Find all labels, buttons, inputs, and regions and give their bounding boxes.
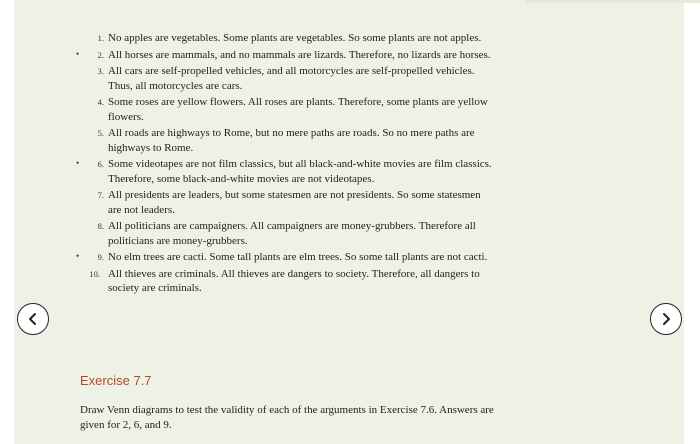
- argument-item: [82, 188, 492, 217]
- argument-item: [82, 95, 492, 124]
- item-number: 2.: [97, 49, 104, 60]
- item-text: All cars are self-propelled vehicles, and all motorcycles are self-propelled vehicles. Thus, all motorcycles are cars.: [108, 65, 475, 92]
- exercise-title: Exercise 7.7: [80, 373, 152, 388]
- item-number: 5.: [97, 128, 104, 138]
- item-number: 6.: [97, 159, 104, 169]
- item-number: 10.: [89, 268, 100, 279]
- chevron-right-icon: [659, 312, 673, 326]
- chevron-left-icon: [26, 312, 40, 326]
- argument-item: [82, 31, 492, 46]
- item-number: 1.: [97, 33, 104, 43]
- item-text: No elm trees are cacti. Some tall plants are elm trees. So some tall plants are not cacti.: [108, 251, 488, 263]
- item-number: 4.: [97, 97, 104, 107]
- item-number: 8.: [97, 221, 104, 231]
- previous-page-button[interactable]: [17, 303, 49, 335]
- argument-item: [76, 157, 492, 186]
- item-text: All politicians are campaigners. All campaigners are money-grubbers. Therefore all politicians are money-grubbers.: [108, 220, 476, 247]
- item-number: 9.: [97, 252, 104, 262]
- header-strip: [526, 0, 700, 3]
- answer-marker: •: [76, 48, 80, 59]
- answer-marker: •: [76, 251, 80, 261]
- item-number: 3.: [97, 66, 104, 76]
- argument-item: [82, 126, 492, 155]
- answer-marker: •: [76, 158, 80, 168]
- item-text: No apples are vegetables. Some plants are vegetables. So some plants are not apples.: [108, 32, 482, 44]
- next-page-button[interactable]: [650, 303, 682, 335]
- item-number: 7.: [97, 190, 104, 200]
- argument-item: [76, 250, 492, 265]
- item-text: All thieves are criminals. All thieves are dangers to society. Therefore, all dangers to society are criminals.: [108, 267, 480, 294]
- argument-item: [82, 219, 492, 248]
- item-text: All roads are highways to Rome, but no mere paths are roads. So no mere paths are highways to Rome.: [108, 127, 475, 154]
- item-text: All horses are mammals, and no mammals are lizards. Therefore, no lizards are horses.: [108, 48, 491, 61]
- argument-item: [76, 48, 492, 63]
- item-text: Some roses are yellow flowers. All roses are plants. Therefore, some plants are yellow flowers.: [108, 96, 488, 123]
- argument-item: [82, 64, 492, 93]
- argument-list: [76, 31, 492, 298]
- item-text: All presidents are leaders, but some statesmen are not presidents. So some statesmen are not leaders.: [108, 189, 481, 216]
- exercise-instructions: Draw Venn diagrams to test the validity of each of the arguments in Exercise 7.6. Answers are given for 2, 6, and 9.: [80, 404, 494, 431]
- argument-item: [82, 267, 492, 296]
- item-text: Some videotapes are not film classics, but all black-and-white movies are film classics. Therefore, some black-and-white movies are not videotapes.: [108, 158, 492, 185]
